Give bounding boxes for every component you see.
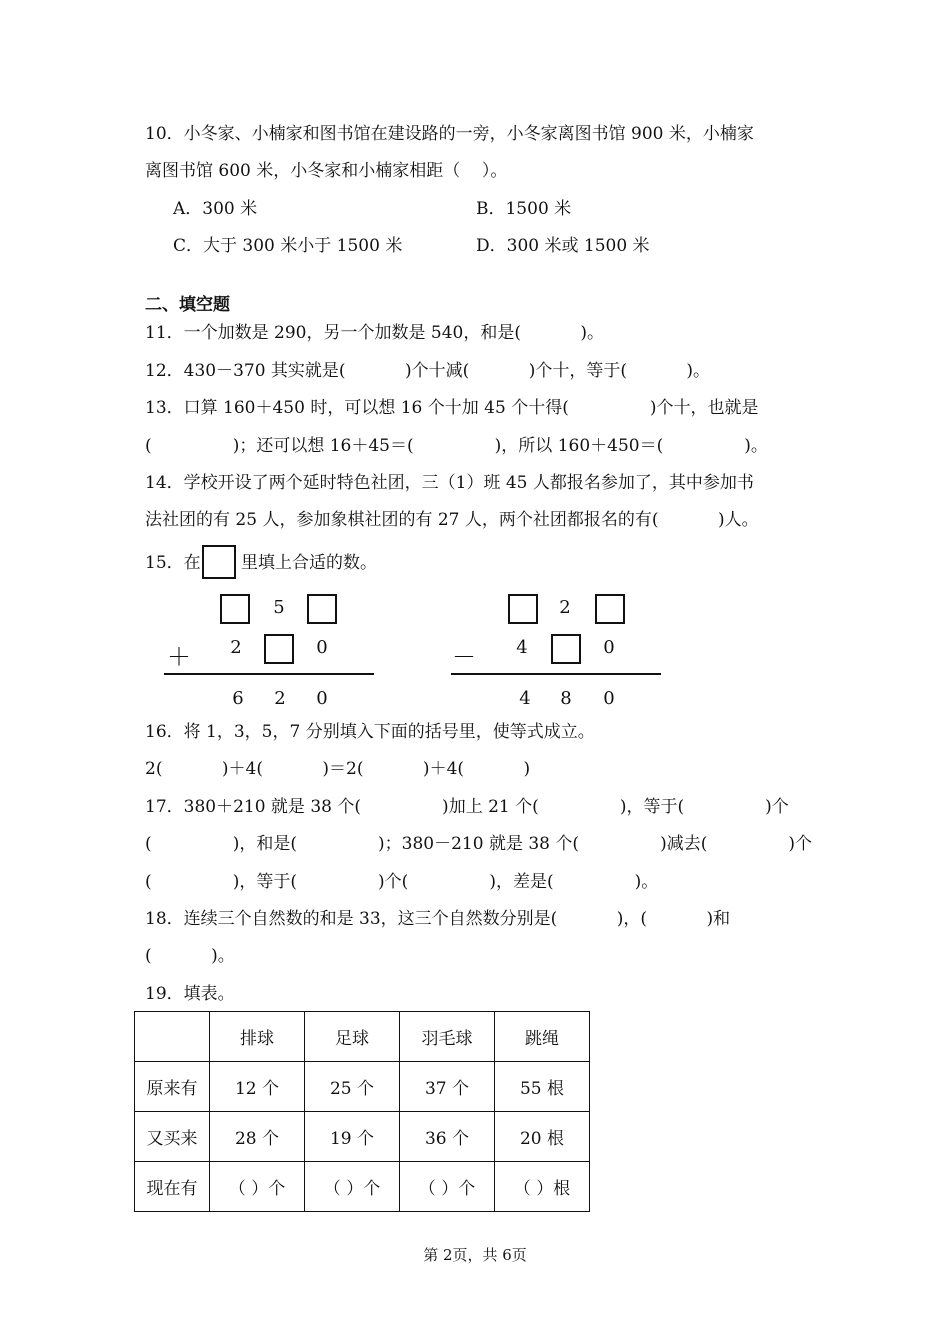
q11: 11．一个加数是 290，另一个加数是 540，和是( )。 xyxy=(145,323,605,343)
q15-inline-box xyxy=(202,545,236,579)
q13-line1: 13．口算 160＋450 时，可以想 16 个十加 45 个十得( )个十，也就是 xyxy=(145,398,759,418)
table-header-cell xyxy=(135,1012,210,1062)
table-header-cell: 足球 xyxy=(305,1012,400,1062)
q12: 12．430－370 其实就是( )个十减( )个十，等于( )。 xyxy=(145,361,711,381)
q17-line1: 17．380＋210 就是 38 个( )加上 21 个( )，等于( )个 xyxy=(145,797,789,817)
q10-line1: 10．小冬家、小楠家和图书馆在建设路的一旁，小冬家离图书馆 900 米，小楠家 xyxy=(145,124,754,144)
q17-line2: ( )，和是( )；380－210 就是 38 个( )减去( )个 xyxy=(145,834,813,854)
q10-option-d: D．300 米或 1500 米 xyxy=(476,236,650,256)
add-mid-left: 2 xyxy=(230,637,242,658)
q10-line2: 离图书馆 600 米，小冬家和小楠家相距（ ）。 xyxy=(145,161,508,181)
table-header-cell: 排球 xyxy=(210,1012,305,1062)
sub-rule xyxy=(451,673,661,675)
q13-line2: ( )；还可以想 16＋45＝( )，所以 160＋450＝( )。 xyxy=(145,436,768,456)
table-header-cell: 跳绳 xyxy=(495,1012,590,1062)
table-row xyxy=(135,1112,590,1162)
table-cell[interactable]: （ ）根 xyxy=(495,1162,590,1212)
table-cell: 25 个 xyxy=(305,1062,400,1112)
minus-sign: － xyxy=(452,643,476,671)
sub-result-1: 4 xyxy=(519,688,531,709)
add-rule xyxy=(164,673,374,675)
table-cell[interactable]: （ ）个 xyxy=(210,1162,305,1212)
q14-line2: 法社团的有 25 人，参加象棋社团的有 27 人，两个社团都报名的有( )人。 xyxy=(145,510,759,530)
plus-sign: ＋ xyxy=(167,643,191,671)
sub-mid-left: 4 xyxy=(516,637,528,658)
table-cell: 19 个 xyxy=(305,1112,400,1162)
table-cell: 20 根 xyxy=(495,1112,590,1162)
section-title: 二、填空题 xyxy=(145,295,230,315)
add-mid-right: 0 xyxy=(316,637,328,658)
q18-line2: ( )。 xyxy=(145,946,235,966)
table-row xyxy=(135,1162,590,1212)
q15-prefix: 15．在 xyxy=(145,553,201,573)
page-footer: 第 2页，共 6页 xyxy=(423,1246,527,1264)
sub-result-2: 8 xyxy=(560,688,572,709)
q18-line1: 18．连续三个自然数的和是 33，这三个自然数分别是( )，( )和 xyxy=(145,909,731,929)
table-cell: 12 个 xyxy=(210,1062,305,1112)
table-row-label: 原来有 xyxy=(135,1062,210,1112)
sub-mid-right: 0 xyxy=(603,637,615,658)
q14-line1: 14．学校开设了两个延时特色社团，三（1）班 45 人都报名参加了，其中参加书 xyxy=(145,473,754,493)
sub-top-right-box[interactable] xyxy=(595,594,625,624)
table-cell: 36 个 xyxy=(400,1112,495,1162)
table-cell: 55 根 xyxy=(495,1062,590,1112)
q10-option-a: A．300 米 xyxy=(173,199,258,219)
add-top-left-box[interactable] xyxy=(220,594,250,624)
table-row-label: 现在有 xyxy=(135,1162,210,1212)
q10-option-b: B．1500 米 xyxy=(476,199,572,219)
q16-line2: 2( )＋4( )＝2( )＋4( ) xyxy=(145,759,531,779)
add-result-2: 2 xyxy=(274,688,286,709)
q10-option-c: C．大于 300 米小于 1500 米 xyxy=(173,236,403,256)
table-cell[interactable]: （ ）个 xyxy=(305,1162,400,1212)
table-cell: 28 个 xyxy=(210,1112,305,1162)
sub-top-left-box[interactable] xyxy=(508,594,538,624)
table-header-row xyxy=(135,1012,590,1062)
table-cell: 37 个 xyxy=(400,1062,495,1112)
add-top-mid: 5 xyxy=(273,597,285,618)
q19-title: 19．填表。 xyxy=(145,984,235,1004)
q17-line3: ( )，等于( )个( )，差是( )。 xyxy=(145,872,659,892)
q15-suffix: 里填上合适的数。 xyxy=(241,553,377,573)
add-mid-box[interactable] xyxy=(264,634,294,664)
table-header-cell: 羽毛球 xyxy=(400,1012,495,1062)
fill-table xyxy=(134,1011,590,1212)
sub-result-3: 0 xyxy=(603,688,615,709)
table-cell[interactable]: （ ）个 xyxy=(400,1162,495,1212)
add-top-right-box[interactable] xyxy=(307,594,337,624)
q16-line1: 16．将 1，3，5，7 分别填入下面的括号里，使等式成立。 xyxy=(145,722,595,742)
sub-mid-box[interactable] xyxy=(551,634,581,664)
table-row xyxy=(135,1062,590,1112)
add-result-1: 6 xyxy=(232,688,244,709)
add-result-3: 0 xyxy=(316,688,328,709)
table-row-label: 又买来 xyxy=(135,1112,210,1162)
sub-top-mid: 2 xyxy=(559,597,571,618)
